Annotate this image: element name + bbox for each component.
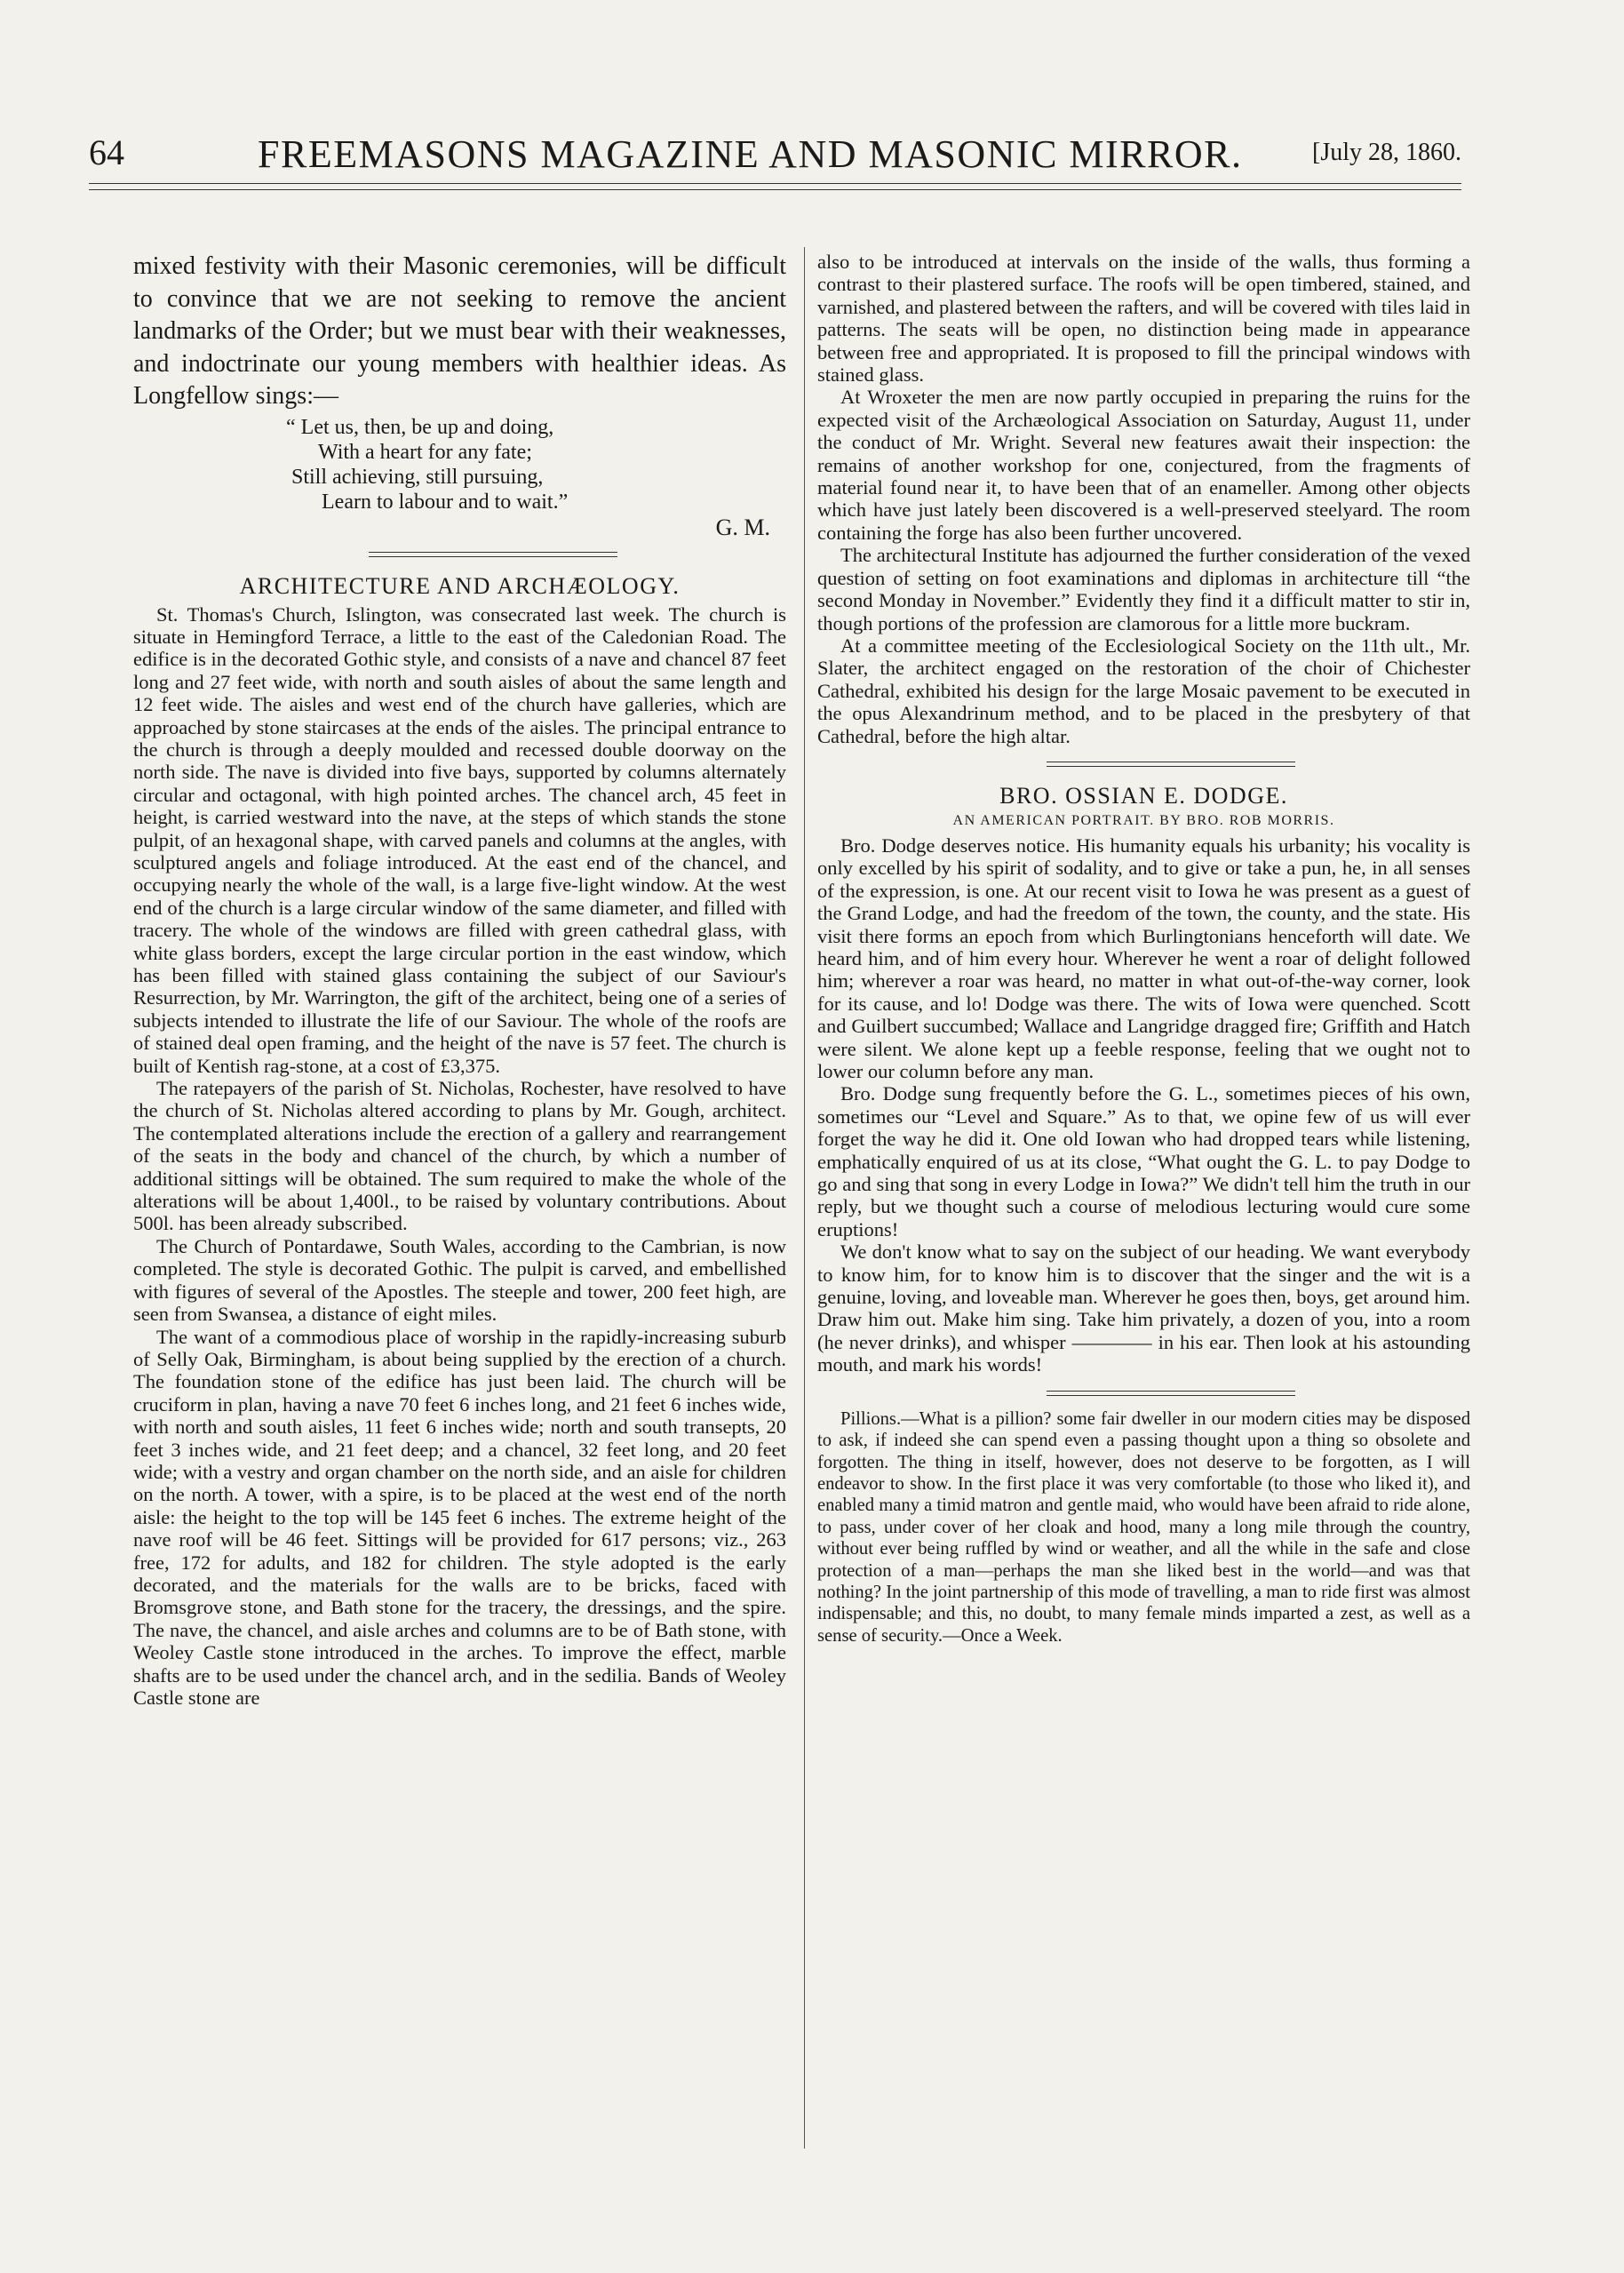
issue-date: [July 28, 1860.	[1312, 139, 1461, 166]
column-divider	[804, 247, 805, 2149]
article-paragraph: Bro. Dodge deserves notice. His humanity equals his urbanity; his vocality is only excelled by his spirit of sodality, and to give or take a pun, he, in all senses of the expression, is one. At our recent visit to Iowa he was present as a guest of the Grand Lodge, and had the freedom of the town, the county, and the state. His visit there forms an epoch from which Burlingtonians henceforth will date. We heard him, and of him every hour. Wherever he went a roar of delight followed him; wherever a roar was heard, no matter in what out-of-the-way corner, look for its cause, and lo! Dodge was there. The wits of Iowa were quenched. Scott and Guilbert succumbed; Wallace and Langridge dragged fire; Griffith and Hatch were silent. We alone kept up a feeble response, feeling that we ought not to lower our column before any man.	[817, 833, 1470, 1082]
article-paragraph: St. Thomas's Church, Islington, was consecrated last week. The church is situate in Hemingford Terrace, a little to the east of the Caledonian Road. The edifice is in the decorated Gothic style, and consists of a nave and chancel 87 feet long and 27 feet wide, with north and south aisles of about the same length and 12 feet wide. The aisles and west end of the church have galleries, which are approached by stone staircases at the ends of the aisles. The principal entrance to the church is through a deeply moulded and recessed double doorway on the north side. The nave is divided into five bays, supported by columns alternately circular and octagonal, with high pointed arches. The chancel arch, 45 feet in height, is carried westward into the nave, at the steps of which stands the stone pulpit, of an hexagonal shape, with carved panels and columns at the angles, with sculptured angels and foliage introduced. At the east end of the chancel, and occupying nearly the whole of the wall, is a large five-light window. At the west end of the church is a large circular window of the same diameter, and filled with tracery. The whole of the windows are filled with green cathedral glass, with white glass borders, except the large circular portion in the east window, which has been filled with stained glass containing the subject of our Saviour's Resurrection, by Mr. Warrington, the gift of the architect, being one of a series of subjects intended to illustrate the life of our Saviour. The whole of the roofs are of stained deal open framing, and the height of the nave is 57 feet. The church is built of Kentish rag-stone, at a cost of £3,375.	[133, 602, 786, 1077]
poem-line: With a heart for any fate;	[318, 440, 532, 464]
article-paragraph: We don't know what to say on the subject of our heading. We want everybody to know him, for to know him is to discover that the singer and the wit is a genuine, loving, and loveable man. Wherever he goes then, boys, get around him. Draw him out. Make him sing. Take him privately, a dozen of you, into a room (he never drinks), and whisper ———— in his ear. Then look at his astounding mouth, and mark his words!	[817, 1240, 1470, 1376]
article-paragraph: At a committee meeting of the Ecclesiological Society on the 11th ult., Mr. Slater, the architect engaged on the restoration of the choir of Chichester Cathedral, exhibited his design for the large Mosaic pavement to be executed in the opus Alexandrinum method, and to be placed in the presbytery of that Cathedral, before the high altar.	[817, 634, 1470, 747]
right-column	[817, 251, 1470, 1647]
publication-title: FREEMASONS MAGAZINE AND MASONIC MIRROR.	[258, 132, 1243, 176]
pillions-paragraph: Pillions.—What is a pillion? some fair dweller in our modern cities may be disposed to ask, if indeed she can spend even a passing thought upon a thing so obsolete and forgotten. The thing in itself, however, does not deserve to be forgotten, as I will endeavor to show. In the first place it was very comfortable (to those who liked it), and enabled many a timid matron and gentle maid, who would have been afraid to ride alone, to pass, under cover of her cloak and hood, many a long mile through the country, without ever being ruffled by wind or weather, and all the while in the safe and close protection of a man—perhaps the man she liked best in the world—and was that nothing? In the joint partnership of this mode of travelling, a man to ride first was almost indispensable; and this, no doubt, to many female minds imparted a zest, as well as a sense of security.—Once a Week.	[817, 1408, 1470, 1646]
signature: G. M.	[715, 514, 770, 540]
page-header	[89, 124, 1461, 178]
poem-line: Learn to labour and to wait.”	[322, 490, 569, 514]
poem-line: Still achieving, still pursuing,	[291, 465, 544, 489]
article-paragraph: At Wroxeter the men are now partly occupied in preparing the ruins for the expected visit of the Archæological Association on Saturday, August 11, under the conduct of Mr. Wright. Several new features await their inspection: the remains of another workshop for one, conjectured, from the fragments of material found near it, to have been that of an enameller. Among other objects which have just lately been discovered is a well-preserved steelyard. The room containing the forge has also been further uncovered.	[817, 386, 1470, 544]
section-heading-dodge: BRO. OSSIAN E. DODGE.	[999, 782, 1288, 809]
section-divider	[1047, 1391, 1295, 1396]
intro-paragraph: mixed festivity with their Masonic ceremonies, will be difficult to convince that we are not seeking to remove the ancient landmarks of the Order; but we must bear with their weaknesses, and indoctrinate our young members with healthier ideas. As Longfellow sings:—	[133, 252, 786, 410]
section-divider	[1047, 762, 1295, 767]
pillions-note	[817, 1408, 1470, 1647]
header-rule-top	[89, 183, 1461, 184]
article-paragraph: The architectural Institute has adjourned the further consideration of the vexed question of setting on foot examinations and diplomas in architecture till “the second Monday in November.” Evidently they find it a difficult matter to stir in, though portions of the profession are clamorous for a little more buckram.	[817, 544, 1470, 634]
poem-line: “ Let us, then, be up and doing,	[286, 415, 554, 439]
article-paragraph: The ratepayers of the parish of St. Nicholas, Rochester, have resolved to have the church of St. Nicholas altered according to plans by Mr. Gough, architect. The contemplated alterations include the erection of a gallery and rearrangement of the seats in the body and chancel of the church, by which a number of additional sittings will be obtained. The sum required to make the whole of the alterations will be about 1,400l., to be raised by voluntary contributions. About 500l. has been already subscribed.	[133, 1077, 786, 1235]
article-paragraph: Bro. Dodge sung frequently before the G. L., sometimes pieces of his own, sometimes our “Level and Square.” As to that, we opine few of us will ever forget the way he did it. One old Iowan who had dropped tears while listening, emphatically enquired of us at its close, “What ought the G. L. to pay Dodge to go and sing that song in every Lodge in Iowa?” We didn't tell him the truth in our reply, but we thought such a course of melodious lecturing would cure some eruptions!	[817, 1082, 1470, 1240]
section-subheading: AN AMERICAN PORTRAIT. BY BRO. ROB MORRIS.	[952, 812, 1335, 828]
longfellow-poem	[133, 415, 786, 514]
article-paragraph: also to be introduced at intervals on the inside of the walls, thus forming a contrast to their plastered surface. The roofs will be open timbered, stained, and varnished, and plastered between the rafters, and will be covered with tiles laid in patterns. The seats will be open, no distinction being made in appearance between free and appropriated. It is proposed to fill the principal windows with stained glass.	[817, 251, 1470, 387]
header-rule-bottom	[89, 189, 1461, 190]
section-heading-architecture: ARCHITECTURE AND ARCHÆOLOGY.	[239, 572, 681, 599]
article-paragraph: The Church of Pontardawe, South Wales, according to the Cambrian, is now completed. The style is decorated Gothic. The pulpit is carved, and embellished with figures of several of the Apostles. The steeple and tower, 200 feet high, are seen from Swansea, a distance of eight miles.	[133, 1234, 786, 1326]
article-paragraph: The want of a commodious place of worship in the rapidly-increasing suburb of Selly Oak, Birmingham, is about being supplied by the erection of a church. The foundation stone of the edifice has just been laid. The church will be cruciform in plan, having a nave 70 feet 6 inches long, and 21 feet 6 inches wide, with north and south aisles, 11 feet 6 inches wide; north and south transepts, 20 feet 3 inches wide, and 21 feet deep; and a chancel, 32 feet long, and 20 feet wide; with a vestry and organ chamber on the north side, and an aisle for children on the north. A tower, with a spire, is to be placed at the west end of the north aisle: the height to the top will be 145 feet 6 inches. The extreme height of the nave roof will be 46 feet. Sittings will be provided for 617 persons; viz., 263 free, 172 for adults, and 182 for children. The style adopted is the early decorated, and the materials for the walls are to be bricks, faced with Bromsgrove stone, and Bath stone for the tracery, the dressings, and the spire. The nave, the chancel, and aisle arches and columns are to be of Bath stone, with Weoley Castle stone introduced in the arches. To improve the effect, marble shafts are to be used under the chancel arch, and in the sedilia. Bands of Weoley Castle stone are	[133, 1325, 786, 1709]
page-number: 64	[89, 132, 124, 172]
left-column	[133, 251, 786, 1709]
section-divider	[369, 552, 617, 557]
